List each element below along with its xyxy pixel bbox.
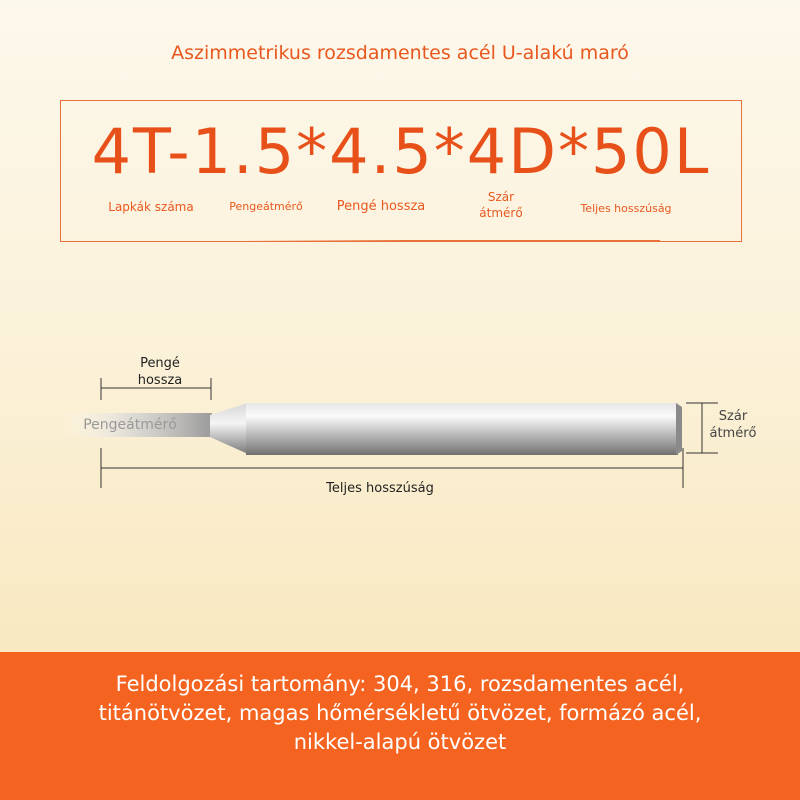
spec-box bbox=[60, 100, 742, 242]
processing-range-line2: titánötvözet, magas hőmérsékletű ötvözet, formázó acél, bbox=[98, 701, 702, 725]
page-title: Aszimmetrikus rozsdamentes acél U-alakú maró bbox=[171, 42, 629, 64]
shank-chamfer bbox=[676, 403, 682, 455]
spec-label-total-length: Teljes hosszúság bbox=[580, 202, 672, 215]
diagram-shank-diameter-label bbox=[700, 408, 766, 442]
diagram-blade-length-line1: Pengé bbox=[140, 356, 180, 371]
diagram-total-length-label: Teljes hosszúság bbox=[326, 481, 434, 496]
spec-label-blade-diameter: Pengeátmérő bbox=[229, 200, 303, 213]
blade-cone bbox=[210, 403, 248, 454]
processing-range-band bbox=[0, 652, 800, 800]
spec-label-shank-line1: Szár bbox=[487, 190, 515, 204]
diagram-blade-diameter-label: Pengeátmérő bbox=[83, 417, 177, 433]
diagram-blade-length-label bbox=[120, 355, 200, 389]
diagram-shank-line1: Szár bbox=[718, 409, 748, 424]
spec-label-shank-diameter bbox=[461, 189, 541, 221]
diagram-blade-length-line2: hossza bbox=[137, 373, 183, 388]
spec-underline bbox=[240, 240, 660, 242]
spec-label-blade-length: Pengé hossza bbox=[336, 199, 426, 214]
processing-range-line1: Feldolgozási tartomány: 304, 316, rozsdamentes acél, bbox=[115, 672, 685, 696]
diagram-shank-line2: átmérő bbox=[709, 426, 757, 441]
processing-range-text bbox=[20, 670, 780, 757]
spec-code: 4T-1.5*4.5*4D*50L bbox=[91, 115, 711, 188]
processing-range-line3: nikkel-alapú ötvözet bbox=[293, 730, 507, 754]
tool-diagram bbox=[0, 340, 800, 520]
spec-label-shank-line2: átmérő bbox=[479, 206, 523, 220]
shank-body bbox=[246, 403, 678, 455]
spec-label-flutes: Lapkák száma bbox=[108, 200, 194, 214]
